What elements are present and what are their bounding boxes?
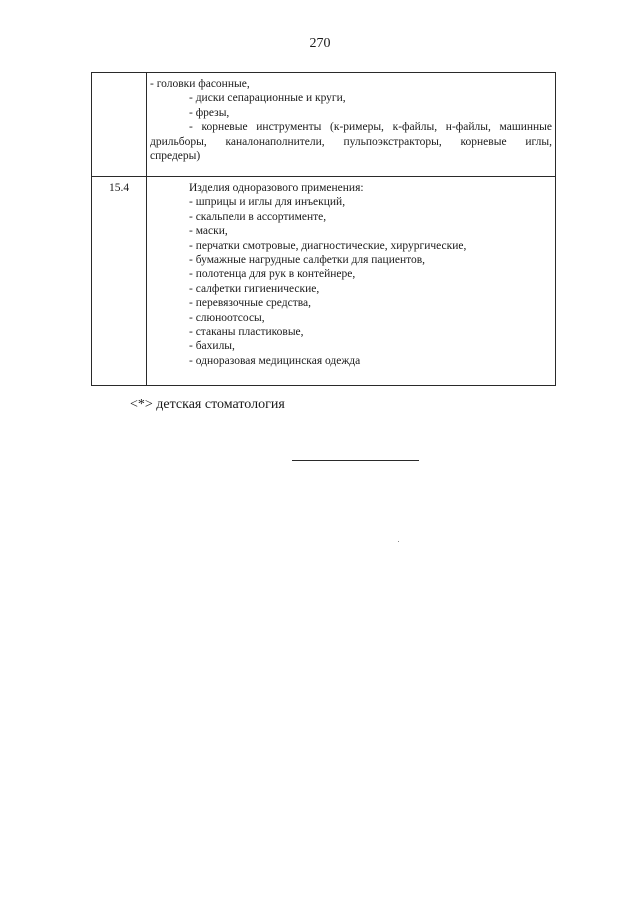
list-item: - головки фасонные, [150, 78, 250, 90]
separator-line [292, 460, 419, 461]
list-item: - бумажные нагрудные салфетки для пациентов, [189, 254, 426, 267]
page-number: 270 [309, 36, 331, 51]
table-row [92, 177, 556, 386]
list-item: - шприцы и иглы для инъекций, [189, 196, 346, 209]
list-item: - одноразовая медицинская одежда [189, 354, 361, 367]
list-item: - диски сепарационные и круги, [189, 92, 346, 105]
section-heading: Изделия одноразового применения: [189, 182, 364, 194]
list-item: дрильборы, каналонаполнители, пульпоэкстракторы, корневые иглы, [150, 135, 552, 148]
list-item: - бахилы, [189, 340, 235, 353]
list-item: - салфетки гигиенические, [189, 282, 320, 295]
list-item: спредеры) [150, 150, 201, 163]
list-item: - стаканы пластиковые, [189, 326, 304, 339]
scan-speck [398, 541, 399, 542]
equipment-table [91, 72, 556, 386]
footnote: <*> детская стоматология [130, 397, 285, 412]
table-row [92, 73, 556, 177]
list-item: - фрезы, [189, 106, 230, 119]
row-content-cell [147, 177, 556, 386]
list-item: - корневые инструменты (к-римеры, к-файлы, н-файлы, машинные [189, 121, 552, 134]
list-item: - маски, [189, 225, 228, 238]
row-number-cell: 15.4 [92, 177, 147, 386]
list-item: - скальпели в ассортименте, [189, 210, 327, 223]
list-item: - перчатки смотровые, диагностические, хирургические, [189, 239, 467, 252]
row-number-cell [92, 73, 147, 177]
list-item: - перевязочные средства, [189, 297, 312, 310]
list-item: - слюноотсосы, [189, 311, 265, 324]
row-content-cell [147, 73, 556, 177]
list-item: - полотенца для рук в контейнере, [189, 268, 356, 281]
